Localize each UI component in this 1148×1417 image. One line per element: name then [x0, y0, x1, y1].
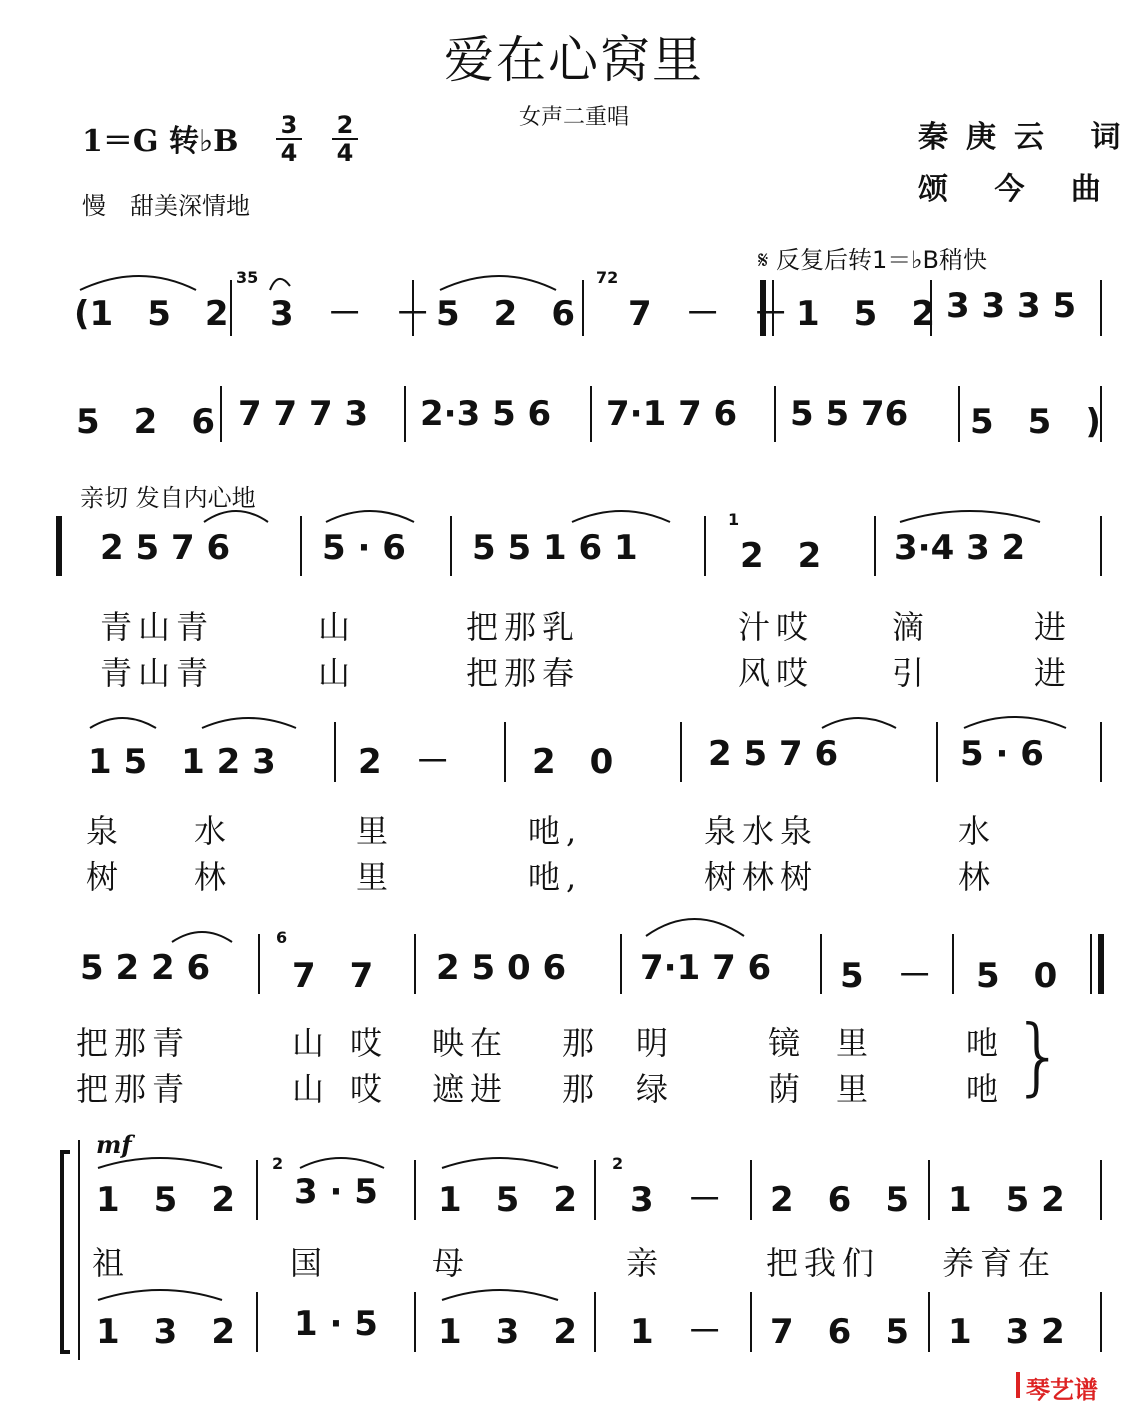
slur: [964, 717, 1066, 728]
fermata-arc: [270, 279, 290, 290]
lyric-verse2: 进: [1034, 654, 1073, 692]
lyric-verse1: 映在: [432, 1024, 509, 1062]
lower-measure-6: 1 3 2: [948, 1312, 1065, 1352]
lyric-verse2: 里: [836, 1070, 875, 1108]
lyric-verse2: 哎: [350, 1070, 389, 1108]
measure-15: 5 5 1 6 1: [472, 528, 638, 568]
measure-23: 5 2 2 6: [80, 948, 211, 988]
verse-brace: }: [1012, 1007, 1066, 1105]
slur: [80, 276, 196, 290]
time1-denominator: 4: [280, 139, 298, 167]
composer-credit: 颂 今 曲: [918, 172, 1119, 207]
measure-26: 7·1 7 6: [640, 948, 772, 988]
measure-5: 1 5 2: [796, 294, 935, 334]
system-bracket: [62, 1152, 70, 1352]
grace-note: 1: [728, 510, 740, 529]
slur: [172, 932, 232, 942]
measure-25: 2 5 0 6: [436, 948, 567, 988]
grace-note: 35: [236, 268, 259, 287]
time2-denominator: 4: [336, 139, 354, 167]
slur: [442, 1158, 558, 1168]
lyric-verse2: 那: [562, 1070, 601, 1108]
measure-18: 1 5 1 2 3: [88, 742, 276, 782]
measure-19: 2 －: [358, 742, 450, 782]
lyric-verse2: 绿: [636, 1070, 675, 1108]
upper-measure-1: 1 5 2: [96, 1180, 235, 1220]
lyric-verse1: 里: [836, 1024, 875, 1062]
lower-measure-3: 1 3 2: [438, 1312, 577, 1352]
lyric-verse1: 哎: [350, 1024, 389, 1062]
measure-6: 3 3 3 5: [946, 286, 1077, 326]
slur: [202, 718, 296, 728]
lyric-verse2: 树林树: [704, 858, 819, 896]
lyric-verse2: 风哎: [738, 654, 815, 692]
measure-11: 5 5 76: [790, 394, 909, 434]
measure-3: 5 2 6: [436, 294, 575, 334]
lyric-verse2: 荫: [768, 1070, 807, 1108]
lyric-verse2: 遮进: [432, 1070, 509, 1108]
lyric-verse1: 泉水泉: [704, 812, 819, 850]
measure-12: 5 5 ): [970, 402, 1101, 442]
lyric-verse1: 把那乳: [466, 608, 581, 646]
slur: [900, 511, 1040, 522]
lower-measure-1: 1 3 2: [96, 1312, 235, 1352]
lyricist-credit: 秦庚云 词: [918, 120, 1139, 155]
repeat-instruction: 𝄋 反复后转1＝♭B稍快: [758, 246, 988, 274]
lyric-part1: 把我们: [766, 1244, 881, 1282]
measure-27: 5 －: [840, 956, 932, 996]
measure-24: 7 7: [292, 956, 374, 996]
lyric-verse2: 山: [318, 654, 357, 692]
measure-4: 7 － －: [628, 294, 788, 334]
measure-13: 2 5 7 6: [100, 528, 231, 568]
lyric-verse1: 里: [356, 812, 395, 850]
measure-2: 3 － －: [270, 294, 430, 334]
lyric-verse1: 明: [636, 1024, 675, 1062]
lyric-verse1: 水: [958, 812, 997, 850]
slur: [98, 1290, 222, 1300]
lyric-verse1: 青山青: [100, 608, 215, 646]
measure-14: 5 · 6: [322, 528, 406, 568]
lyric-verse1: 山: [318, 608, 357, 646]
lyric-verse1: 吔: [966, 1024, 1005, 1062]
song-title: 爱在心窝里: [444, 31, 704, 89]
measure-10: 7·1 7 6: [606, 394, 738, 434]
dynamic-marking: mf: [96, 1130, 132, 1159]
lyric-verse2: 林: [194, 858, 233, 896]
slur: [98, 1158, 222, 1168]
measure-17: 3·4 3 2: [894, 528, 1026, 568]
slur: [572, 511, 670, 522]
lyric-verse1: 那: [562, 1024, 601, 1062]
watermark-logo: 琴艺谱: [1026, 1376, 1098, 1404]
slur: [822, 718, 896, 728]
lyric-verse1: 泉: [86, 812, 125, 850]
slur: [326, 511, 414, 522]
measure-28: 5 0: [976, 956, 1058, 996]
measure-8: 7 7 7 3: [238, 394, 369, 434]
lower-measure-4: 1 －: [630, 1312, 722, 1352]
lyric-verse2: 林: [958, 858, 997, 896]
lyric-verse2: 把那青: [76, 1070, 191, 1108]
lower-measure-5: 7 6 5: [770, 1312, 909, 1352]
expression-marking: 亲切 发自内心地: [80, 484, 256, 512]
measure-16: 2 2: [740, 536, 822, 576]
slur: [300, 1158, 384, 1168]
upper-measure-6: 1 5 2: [948, 1180, 1065, 1220]
upper-measure-2: 3 · 5: [294, 1172, 378, 1212]
measure-1: (1 5 2: [74, 294, 229, 334]
measure-9: 2·3 5 6: [420, 394, 552, 434]
lyric-verse1: 吔,: [528, 812, 583, 850]
lyric-part1: 母: [432, 1244, 471, 1282]
lyric-verse1: 水: [194, 812, 233, 850]
lyric-part1: 亲: [626, 1244, 665, 1282]
lyric-verse1: 汁哎: [738, 608, 815, 646]
slur: [204, 511, 268, 522]
lyric-verse2: 山: [292, 1070, 331, 1108]
lyric-part1: 养育在: [942, 1244, 1057, 1282]
key-signature: 1＝G 转♭B: [82, 124, 239, 159]
measure-21: 2 5 7 6: [708, 734, 839, 774]
grace-note: 72: [596, 268, 619, 287]
slur: [646, 919, 744, 936]
lyric-verse1: 把那青: [76, 1024, 191, 1062]
slur: [90, 718, 156, 728]
lyric-verse1: 镜: [768, 1024, 807, 1062]
lyric-part1: 祖: [92, 1244, 131, 1282]
time2-numerator: 2: [336, 111, 354, 139]
lyric-verse1: 滴: [892, 608, 931, 646]
lyric-verse2: 吔: [966, 1070, 1005, 1108]
grace-note: 2: [612, 1154, 624, 1173]
slur: [442, 1290, 558, 1300]
lyric-verse2: 引: [892, 654, 931, 692]
measure-7: 5 2 6: [76, 402, 215, 442]
lower-measure-2: 1 · 5: [294, 1304, 378, 1344]
slur: [440, 276, 556, 290]
lyric-verse1: 进: [1034, 608, 1073, 646]
upper-measure-5: 2 6 5: [770, 1180, 909, 1220]
time1-numerator: 3: [280, 111, 298, 139]
upper-measure-4: 3 －: [630, 1180, 722, 1220]
measure-22: 5 · 6: [960, 734, 1044, 774]
lyric-part1: 国: [290, 1244, 329, 1282]
lyric-verse2: 把那春: [466, 654, 581, 692]
watermark-logo-mark: [1016, 1372, 1020, 1398]
lyric-verse2: 青山青: [100, 654, 215, 692]
measure-20: 2 0: [532, 742, 614, 782]
lyric-verse2: 树: [86, 858, 125, 896]
grace-note: 2: [272, 1154, 284, 1173]
lyric-verse2: 里: [356, 858, 395, 896]
lyric-verse2: 吔,: [528, 858, 583, 896]
lyric-verse1: 山: [292, 1024, 331, 1062]
song-subtitle: 女声二重唱: [518, 105, 629, 130]
grace-note: 6: [276, 928, 288, 947]
upper-measure-3: 1 5 2: [438, 1180, 577, 1220]
tempo-marking: 慢 甜美深情地: [82, 192, 250, 220]
